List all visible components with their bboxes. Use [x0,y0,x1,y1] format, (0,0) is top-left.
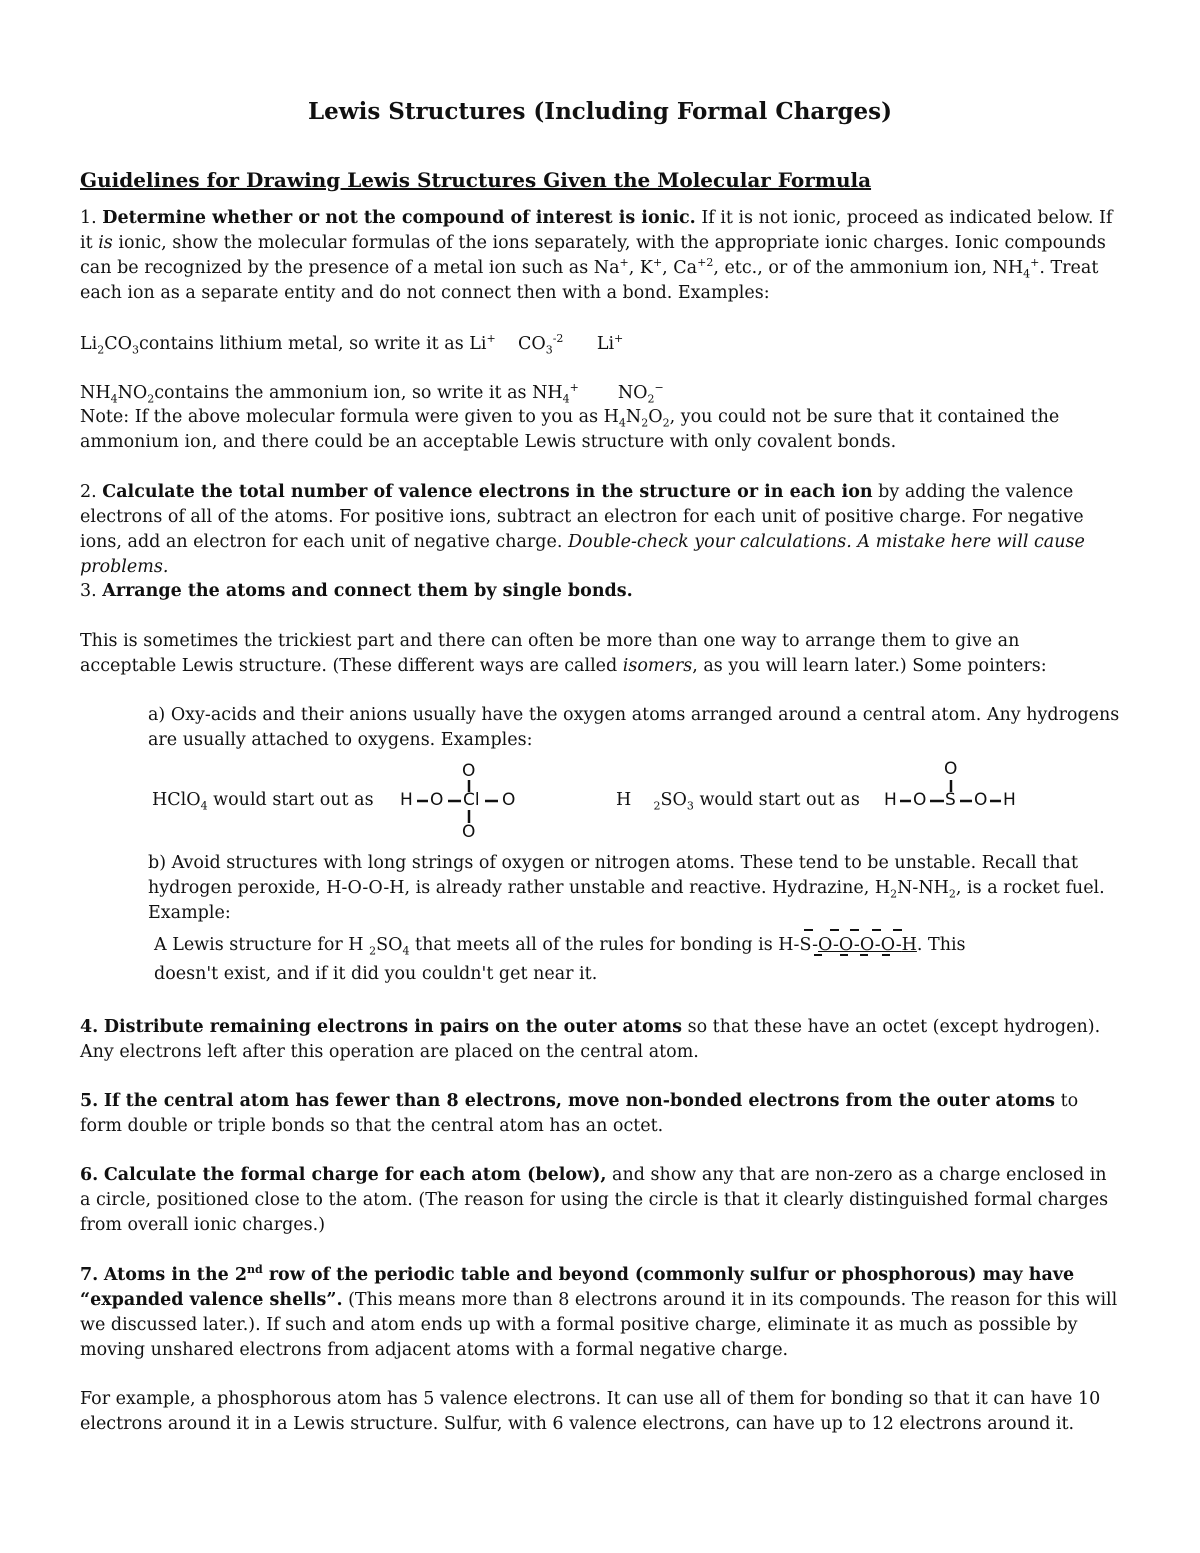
step-3-paragraph: This is sometimes the trickiest part and there can often be more than one way to arrange them to give an acceptable Lewis structure. (These different ways are called isomers, as you will learn later.) Some pointers: [80,631,1047,676]
oxygen-chain: O-O-O-O- [818,935,902,955]
lone-pair-marks [0,0,1,1]
atom-o-right: O [974,790,988,810]
step-1-paragraph: 1. Determine whether or not the compound of interest is ionic. If it is not ionic, proceed as indicated below. If it is ionic, show the molecular formulas of the ions separately, with the appropriate ionic charges. Ionic compounds can be recognized by the presence of a metal ion such as Na+, K+, $Ca^{+2}$, etc., or of the ammonium ion, $NH_4^+$. Treat each ion as a separate entity and do not connect then with a bond. Examples: [80,208,1113,303]
atom-h: H [400,790,413,810]
closing-paragraph: For example, a phosphorous atom has 5 valence electrons. It can use all of them for bonding so that it can have 10 electrons around it in a Lewis structure. Sulfur, with 6 valence electrons, can have up to 12 electrons around it. [80,1389,1101,1434]
note-paragraph: Note: If the above molecular formula were given to you as $H_4N_2O_2$, you could not be sure that it contained the ammonium ion, and there could be an acceptable Lewis structure with only covalent bonds. [80,407,1060,452]
step-2-paragraph: 2. Calculate the total number of valence electrons in the structure or in each ion by adding the valence electrons of all of the atoms. For positive ions, subtract an electron for each unit of positive charge. For negative ions, add an electron for each unit of negative charge. Double-check your calculations. A mistake here will cause problems. [80,482,1085,577]
atom-o-left: O [430,790,444,810]
atom-s: S [945,790,956,810]
example-nh4no2: $NH_4NO_2contains$ the ammonium ion, so write it as $NH_4^+$ $NO_2^-$ [80,381,664,406]
page-title: Lewis Structures (Including Formal Charges) [308,98,892,125]
atom-o-top: O [462,761,476,781]
pointer-a: a) Oxy-acids and their anions usually have the oxygen atoms arranged around a central atom. Any hydrogens are usually attached to oxygens. Examples: [148,705,1120,750]
step-4-paragraph: 4. Distribute remaining electrons in pairs on the outer atoms so that these have an octet (except hydrogen). Any electrons left after this operation are placed on the central atom. [80,1017,1101,1062]
atom-o-right: O [502,790,516,810]
section-heading: Guidelines for Drawing Lewis Structures Given the Molecular Formula [80,168,872,192]
atom-h-left: H [884,790,897,810]
lewis-h2so4-line: A Lewis structure for H $_2SO_4$ that meets all of the rules for bonding is H-S-O-O-O-O-H. This [154,935,966,958]
hclo4-label: HClO$_4$ would start out as [152,790,374,813]
atom-o-bottom: O [462,822,476,842]
example-li2co3: $Li_2CO_3contains$ lithium metal, so write it as Li+ $CO_3^{-2}$ Li+ [80,332,624,357]
atom-cl: Cl [463,790,480,810]
pointer-b: b) Avoid structures with long strings of oxygen or nitrogen atoms. These tend to be unstable. Recall that hydrogen peroxide, H-O-O-H, is already rather unstable and reactive. Hydrazine, $H_2N-NH_2$, is a rocket fuel. Example: [148,853,1105,923]
lewis-comment: doesn't exist, and if it did you couldn't get near it. [154,964,598,984]
atom-o-top: O [944,759,958,779]
atom-h-right: H [1003,790,1016,810]
step-7-paragraph: 7. Atoms in the 2nd row of the periodic table and beyond (commonly sulfur or phosphorous) may have “expanded valence shells”. (This means more than 8 electrons around it in its compounds. The reason for this will we discussed later.). If such and atom ends up with a formal positive charge, eliminate it as much as possible by moving unshared electrons from adjacent atoms with a formal negative charge. [80,1263,1118,1360]
step-5-paragraph: 5. If the central atom has fewer than 8 electrons, move non-bonded electrons from the outer atoms to form double or triple bonds so that the central atom has an octet. [80,1091,1079,1136]
step-3-heading: 3. Arrange the atoms and connect them by single bonds. [80,581,633,601]
h2so3-label: H $_2SO_3$ would start out as [616,790,860,813]
atom-o-left: O [913,790,927,810]
step-6-paragraph: 6. Calculate the formal charge for each atom (below), and show any that are non-zero as a charge enclosed in a circle, positioned close to the atom. (The reason for using the circle is that it clearly distinguished formal charges from overall ionic charges.) [80,1165,1109,1235]
